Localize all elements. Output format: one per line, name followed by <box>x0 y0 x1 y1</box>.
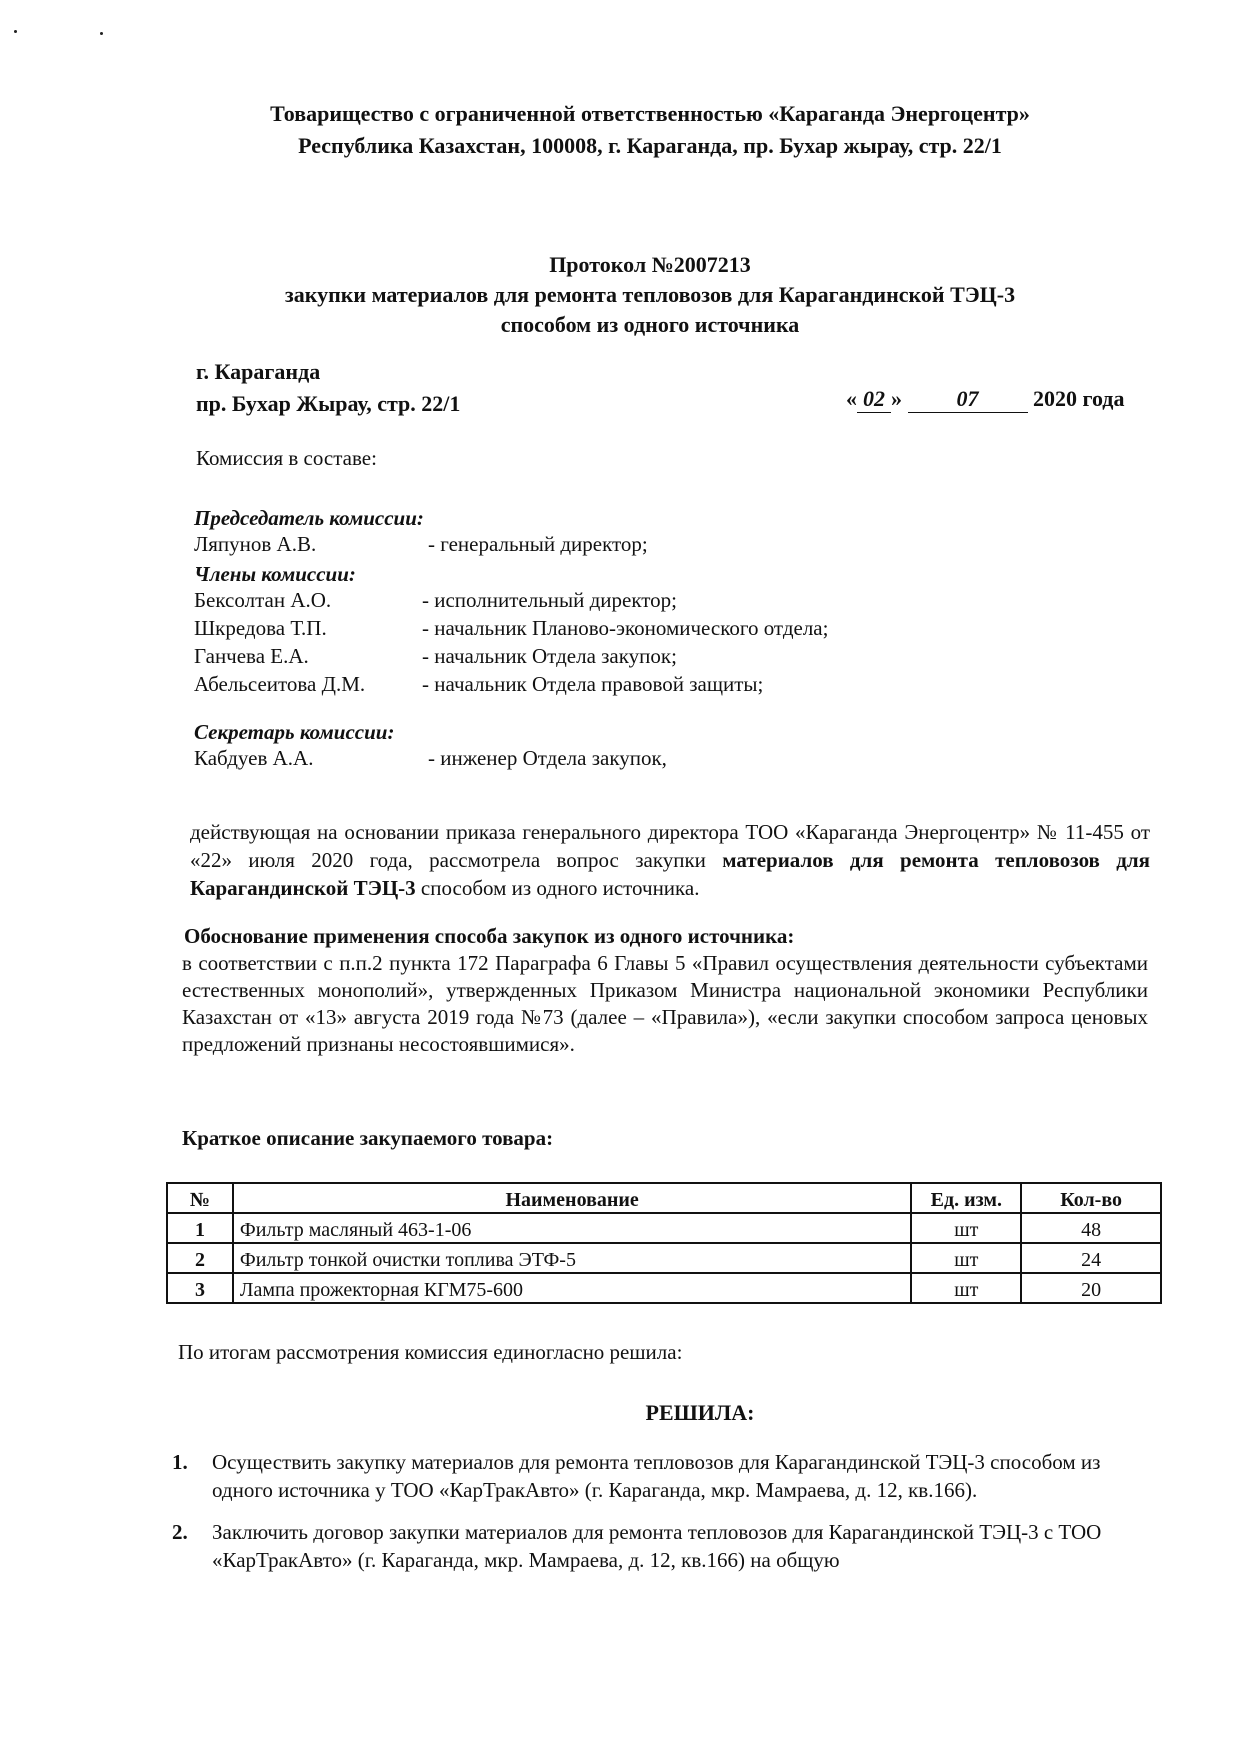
protocol-subject-line2: способом из одного источника <box>500 312 800 337</box>
cell-num: 2 <box>167 1243 233 1273</box>
cell-unit: шт <box>911 1273 1021 1303</box>
decision-item <box>172 1518 1150 1574</box>
decision-item-text: Заключить договор закупки материалов для ремонта тепловозов для Карагандинской ТЭЦ-3 с ТОО «КарТракАвто» (г. Караганда, мкр. Мамраева, д. 12, кв.166) на общую <box>212 1520 1102 1572</box>
commission-block <box>194 504 1094 774</box>
cell-num: 3 <box>167 1273 233 1303</box>
member-row <box>194 644 1094 672</box>
goods-header-row <box>167 1183 1161 1213</box>
cell-unit: шт <box>911 1213 1021 1243</box>
decision-item <box>172 1448 1150 1504</box>
cell-unit: шт <box>911 1243 1021 1273</box>
cell-name: Лампа прожекторная КГМ75-600 <box>233 1273 911 1303</box>
members-heading: Члены комиссии: <box>194 562 356 586</box>
goods-table <box>166 1182 1162 1304</box>
date-day: 02 <box>857 386 891 413</box>
secretary-row <box>194 746 1094 774</box>
decision-item-text: Осуществить закупку материалов для ремонта тепловозов для Карагандинской ТЭЦ-3 способом из одного источника у ТОО «КарТракАвто» (г. Караганда, мкр. Мамраева, д. 12, кв.166). <box>212 1450 1101 1502</box>
scan-speck <box>14 30 17 33</box>
org-name: Товарищество с ограниченной ответственностью «Караганда Энергоцентр» <box>270 101 1030 126</box>
decision-list <box>172 1448 1150 1574</box>
member-role: - начальник Отдела закупок; <box>422 644 677 668</box>
chair-heading: Председатель комиссии: <box>194 506 424 530</box>
basis-subject: материалов для ремонта тепловозов для Карагандинской ТЭЦ-3 <box>190 848 1151 900</box>
justification-text: в соответствии с п.п.2 пункта 172 Параграфа 6 Главы 5 «Правил осуществления деятельности субъектами естественных монополий», утвержденных Приказом Министра национальной экономики Республики Казахстан от «13» августа 2019 года №73 (далее – «Правила»), «если закупки способом запроса ценовых предложений признаны несостоявшимися». <box>182 951 1148 1056</box>
decision-item-number: 2. <box>172 1520 188 1544</box>
place-block <box>196 356 460 420</box>
cell-qty: 20 <box>1021 1273 1161 1303</box>
cell-num: 1 <box>167 1213 233 1243</box>
protocol-subject-line1: закупки материалов для ремонта тепловозов для Карагандинской ТЭЦ-3 <box>284 282 1016 307</box>
table-row <box>167 1243 1161 1273</box>
chair-name: Ляпунов А.В. <box>194 532 317 556</box>
cell-qty: 48 <box>1021 1213 1161 1243</box>
protocol-number: Протокол №2007213 <box>549 252 751 277</box>
chair-role: - генеральный директор; <box>428 532 648 556</box>
col-qty-header: Кол-во <box>1021 1183 1161 1213</box>
col-num-header: № <box>167 1183 233 1213</box>
cell-name: Фильтр тонкой очистки топлива ЭТФ-5 <box>233 1243 911 1273</box>
cell-name: Фильтр масляный 463-1-06 <box>233 1213 911 1243</box>
place-city: г. Караганда <box>196 359 321 384</box>
protocol-title <box>150 250 1150 340</box>
member-role: - исполнительный директор; <box>422 588 678 612</box>
decision-intro: По итогам рассмотрения комиссия единогласно решила: <box>178 1340 683 1364</box>
member-role: - начальник Отдела правовой защиты; <box>422 672 764 696</box>
member-row <box>194 588 1094 616</box>
decision-list-wrap <box>172 1448 1150 1588</box>
chair-row <box>194 532 1094 560</box>
member-name: Шкредова Т.П. <box>194 616 327 640</box>
date-month: 07 <box>908 386 1028 413</box>
cell-qty: 24 <box>1021 1243 1161 1273</box>
col-name-header: Наименование <box>233 1183 911 1213</box>
table-row <box>167 1273 1161 1303</box>
secretary-heading: Секретарь комиссии: <box>194 720 395 744</box>
place-street: пр. Бухар Жырау, стр. 22/1 <box>196 391 461 416</box>
member-name: Ганчева Е.А. <box>194 644 309 668</box>
commission-intro: Комиссия в составе: <box>196 446 377 470</box>
member-row <box>194 616 1094 644</box>
col-unit-header: Ед. изм. <box>911 1183 1021 1213</box>
protocol-date: « 02 » 07 2020 года <box>846 386 1125 411</box>
member-name: Бексолтан А.О. <box>194 588 332 612</box>
justification-heading: Обоснование применения способа закупок из одного источника: <box>184 924 795 948</box>
decision-heading: РЕШИЛА: <box>645 1400 755 1425</box>
goods-heading: Краткое описание закупаемого товара: <box>182 1126 554 1150</box>
members-list <box>194 588 1094 700</box>
secretary-role: - инженер Отдела закупок, <box>428 746 667 770</box>
document-header <box>150 98 1150 162</box>
secretary-name: Кабдуев А.А. <box>194 746 314 770</box>
member-role: - начальник Планово-экономического отдела; <box>422 616 829 640</box>
table-row <box>167 1213 1161 1243</box>
basis-text-b: способом из одного источника. <box>415 876 700 900</box>
member-name: Абельсеитова Д.М. <box>194 672 366 696</box>
basis-paragraph <box>190 818 1150 902</box>
scan-speck <box>100 32 103 35</box>
basis-text-a: действующая на основании приказа генерального директора ТОО «Караганда Энергоцентр» № 11-455 от «22» июля 2020 года, рассмотрела вопрос закупки <box>190 820 1150 872</box>
org-address: Республика Казахстан, 100008, г. Караганда, пр. Бухар жырау, стр. 22/1 <box>298 133 1002 158</box>
decision-item-number: 1. <box>172 1450 188 1474</box>
member-row <box>194 672 1094 700</box>
date-year: 2020 года <box>1033 386 1125 411</box>
